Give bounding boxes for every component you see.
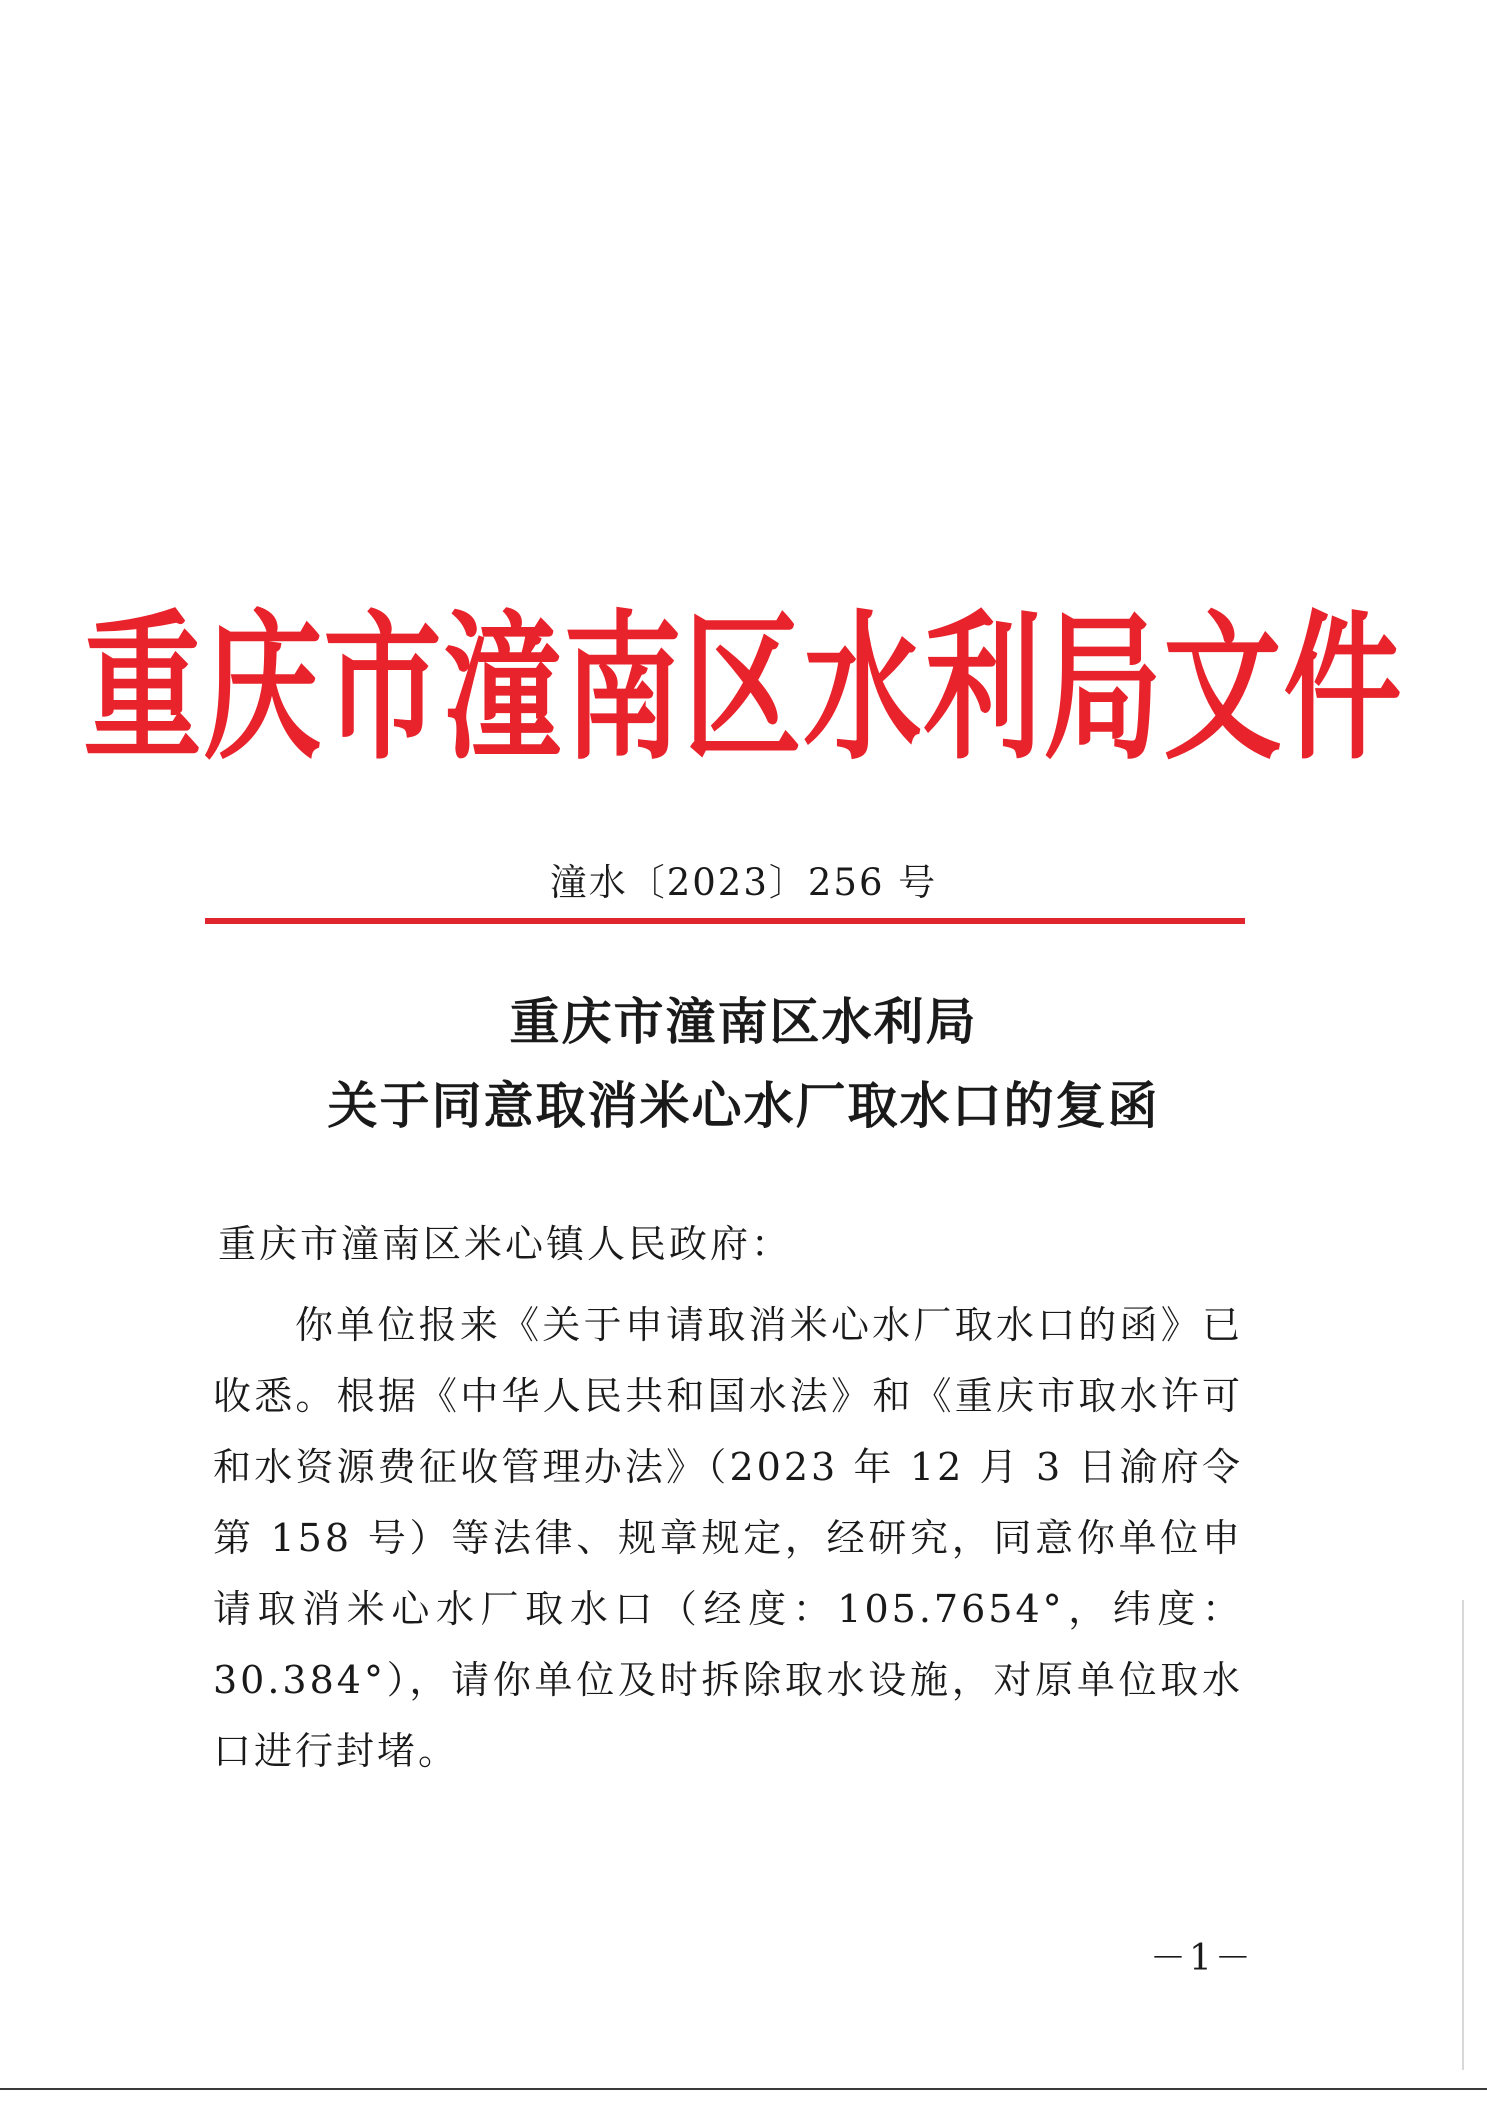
- document-number: 潼水〔2023〕256 号: [549, 861, 938, 904]
- body-paragraph: 你单位报来《关于申请取消米心水厂取水口的函》已收悉。根据《中华人民共和国水法》和《重庆市取水许可和水资源费征收管理办法》（2023 年 12 月 3 日渝府令第 158 号）等法律、规章规定，经研究，同意你单位申请取消米心水厂取水口（经度：105.7654°，纬度：30.384°），请你单位及时拆除取水设施，对原单位取水口进行封堵。: [213, 1303, 1243, 1773]
- page-number: －1－: [1150, 1938, 1254, 1979]
- subject-title-line2: 关于同意取消米心水厂取水口的复函: [327, 1076, 1160, 1135]
- scan-edge-mark: [1462, 1600, 1464, 2070]
- page-bottom-edge: [0, 2088, 1487, 2090]
- red-divider-rule: [205, 918, 1245, 924]
- subject-title-line1: 重庆市潼南区水利局: [509, 992, 978, 1051]
- salutation: 重庆市潼南区米心镇人民政府：: [218, 1222, 793, 1266]
- document-header-title: 重庆市潼南区水利局文件: [83, 595, 1404, 782]
